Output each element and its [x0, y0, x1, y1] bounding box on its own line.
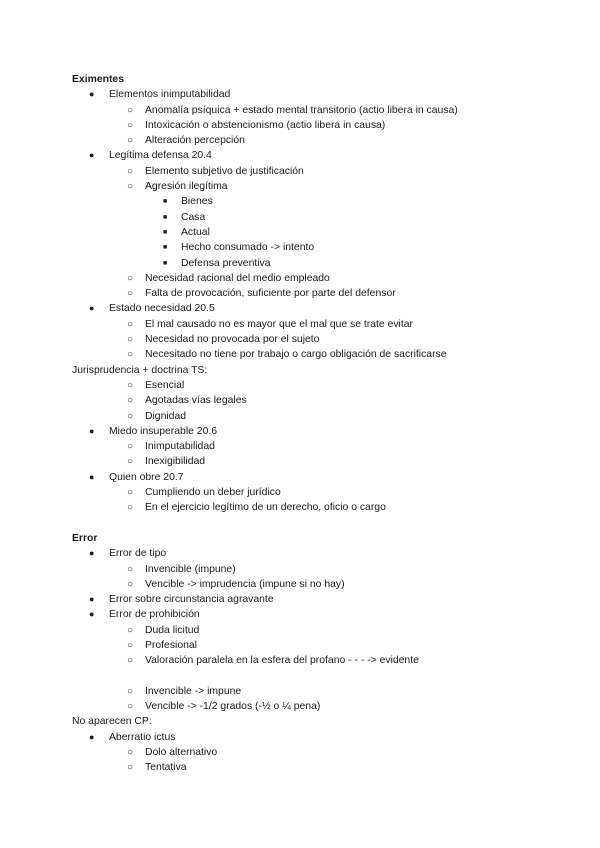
list-item-level-2	[72, 454, 552, 469]
list-item-level-2	[72, 745, 552, 760]
list-item-level-3	[72, 240, 552, 255]
line-text: Error de prohibición	[109, 609, 200, 621]
list-item-level-3	[72, 194, 552, 209]
hollow-circle-bullet-icon: ○	[127, 181, 134, 193]
list-item-level-2	[72, 286, 552, 301]
line-text: Quien obre 20.7	[109, 471, 184, 483]
hollow-circle-bullet-icon: ○	[127, 410, 134, 422]
line-text: Necesidad no provocada por el sujeto	[145, 334, 320, 346]
line-text: Profesional	[145, 639, 197, 651]
line-text: Esencial	[145, 379, 185, 391]
list-item-level-2	[72, 271, 552, 286]
line-text: Elementos inimputabilidad	[109, 89, 231, 101]
hollow-circle-bullet-icon: ○	[127, 334, 134, 346]
line-text: Actual	[181, 226, 210, 238]
list-item-level-1	[72, 592, 552, 607]
list-item-level-2	[72, 638, 552, 653]
hollow-circle-bullet-icon: ○	[127, 578, 134, 590]
square-bullet-icon: ■	[163, 259, 168, 267]
line-text: En el ejercicio legítimo de un derecho, oficio o cargo	[145, 502, 386, 514]
line-text: Vencible -> imprudencia (impune si no hay)	[145, 578, 345, 590]
hollow-circle-bullet-icon: ○	[127, 318, 134, 330]
list-item-level-2	[72, 500, 552, 515]
list-item-level-2	[72, 485, 552, 500]
line-text: Hecho consumado -> intento	[181, 242, 315, 254]
hollow-circle-bullet-icon: ○	[127, 701, 134, 713]
filled-circle-bullet-icon: ●	[89, 303, 95, 314]
line-text: Invencible -> impune	[145, 685, 242, 697]
filled-circle-bullet-icon: ●	[89, 548, 95, 559]
line-text: Casa	[181, 211, 206, 223]
line-text: Error de tipo	[109, 548, 167, 560]
list-item-level-1	[72, 424, 552, 439]
list-item-level-1	[72, 87, 552, 102]
line-text: Vencible -> -1/2 grados (-½ o ¼ pena)	[145, 701, 321, 713]
line-text: Defensa preventiva	[181, 257, 271, 269]
section-heading	[72, 72, 552, 87]
line-text: Legítima defensa 20.4	[109, 150, 212, 162]
hollow-circle-bullet-icon: ○	[127, 135, 134, 147]
filled-circle-bullet-icon: ●	[89, 89, 95, 100]
list-item-level-3	[72, 210, 552, 225]
line-text: Cumpliendo un deber jurídico	[145, 487, 281, 499]
line-text: Invencible (impune)	[145, 563, 236, 575]
hollow-circle-bullet-icon: ○	[127, 349, 134, 361]
hollow-circle-bullet-icon: ○	[127, 747, 134, 759]
blank-line	[72, 516, 552, 531]
square-bullet-icon: ■	[163, 213, 168, 221]
line-text: Anomalía psíquica + estado mental transitorio (actio libera in causa)	[145, 104, 458, 116]
list-item-level-3	[72, 256, 552, 271]
list-item-level-2	[72, 684, 552, 699]
hollow-circle-bullet-icon: ○	[127, 104, 134, 116]
square-bullet-icon: ■	[163, 198, 168, 206]
list-item-level-1	[72, 148, 552, 163]
filled-circle-bullet-icon: ●	[89, 594, 95, 605]
filled-circle-bullet-icon: ●	[89, 471, 95, 482]
hollow-circle-bullet-icon: ○	[127, 272, 134, 284]
line-text: Jurisprudencia + doctrina TS:	[72, 364, 208, 376]
section-heading	[72, 531, 552, 546]
hollow-circle-bullet-icon: ○	[127, 639, 134, 651]
line-text: Error sobre circunstancia agravante	[109, 594, 274, 606]
line-text: Eximentes	[72, 74, 124, 85]
line-text: Inimputabilidad	[145, 441, 215, 453]
list-item-level-2	[72, 760, 552, 775]
list-item-level-1	[72, 730, 552, 745]
list-item-level-1	[72, 546, 552, 561]
hollow-circle-bullet-icon: ○	[127, 655, 134, 667]
list-item-level-2	[72, 439, 552, 454]
line-text: El mal causado no es mayor que el mal que se trate evitar	[145, 318, 413, 330]
line-text: Necesidad racional del medio empleado	[145, 272, 330, 284]
line-text: Bienes	[181, 196, 213, 208]
line-text: Falta de provocación, suficiente por parte del defensor	[145, 288, 396, 300]
blank-line	[72, 669, 552, 684]
filled-circle-bullet-icon: ●	[89, 731, 95, 742]
hollow-circle-bullet-icon: ○	[127, 165, 134, 177]
list-item-level-2	[72, 103, 552, 118]
list-item-level-2	[72, 118, 552, 133]
line-text: Aberratio ictus	[109, 731, 176, 743]
square-bullet-icon: ■	[163, 244, 168, 252]
hollow-circle-bullet-icon: ○	[127, 685, 134, 697]
hollow-circle-bullet-icon: ○	[127, 456, 134, 468]
list-item-level-2	[72, 317, 552, 332]
list-item-level-1	[72, 470, 552, 485]
line-text: Inexigibilidad	[145, 456, 206, 468]
list-item-level-2	[72, 409, 552, 424]
list-item-level-1	[72, 607, 552, 622]
list-item-level-2	[72, 577, 552, 592]
list-item-level-2	[72, 623, 552, 638]
filled-circle-bullet-icon: ●	[89, 150, 95, 161]
hollow-circle-bullet-icon: ○	[127, 502, 134, 514]
line-text: Agotadas vías legales	[145, 395, 247, 407]
hollow-circle-bullet-icon: ○	[127, 119, 134, 131]
list-item-level-2	[72, 133, 552, 148]
line-text: Elemento subjetivo de justificación	[145, 165, 304, 177]
hollow-circle-bullet-icon: ○	[127, 487, 134, 499]
hollow-circle-bullet-icon: ○	[127, 762, 134, 774]
line-text: No aparecen CP:	[72, 716, 152, 728]
line-text: Miedo insuperable 20.6	[109, 425, 218, 437]
list-item-level-2	[72, 179, 552, 194]
list-item-level-2	[72, 347, 552, 362]
hollow-circle-bullet-icon: ○	[127, 624, 134, 636]
list-item-level-2	[72, 378, 552, 393]
list-item-level-2	[72, 164, 552, 179]
hollow-circle-bullet-icon: ○	[127, 288, 134, 300]
square-bullet-icon: ■	[163, 228, 168, 236]
line-text: Valoración paralela en la esfera del profano - - - -> evidente	[145, 655, 419, 667]
line-text: Dolo alternativo	[145, 747, 218, 759]
section-heading	[72, 363, 552, 378]
list-item-level-2	[72, 653, 552, 668]
hollow-circle-bullet-icon: ○	[127, 441, 134, 453]
line-text: Necesitado no tiene por trabajo o cargo obligación de sacrificarse	[145, 349, 447, 361]
hollow-circle-bullet-icon: ○	[127, 395, 134, 407]
line-text: Alteración percepción	[145, 135, 245, 147]
list-item-level-1	[72, 301, 552, 316]
filled-circle-bullet-icon: ●	[89, 609, 95, 620]
list-item-level-2	[72, 393, 552, 408]
line-text: Tentativa	[145, 762, 187, 774]
hollow-circle-bullet-icon: ○	[127, 563, 134, 575]
list-item-level-2	[72, 699, 552, 714]
line-text: Intoxicación o abstencionismo (actio libera in causa)	[145, 119, 386, 131]
line-text: Error	[72, 532, 98, 544]
section-heading	[72, 714, 552, 729]
list-item-level-3	[72, 225, 552, 240]
filled-circle-bullet-icon: ●	[89, 425, 95, 436]
hollow-circle-bullet-icon: ○	[127, 379, 134, 391]
notes-document	[72, 72, 552, 776]
line-text: Agresión ilegítima	[145, 181, 228, 193]
list-item-level-2	[72, 332, 552, 347]
line-text: Estado necesidad 20.5	[109, 303, 215, 315]
line-text: Duda licitud	[145, 624, 200, 636]
list-item-level-2	[72, 562, 552, 577]
line-text: Dignidad	[145, 410, 187, 422]
